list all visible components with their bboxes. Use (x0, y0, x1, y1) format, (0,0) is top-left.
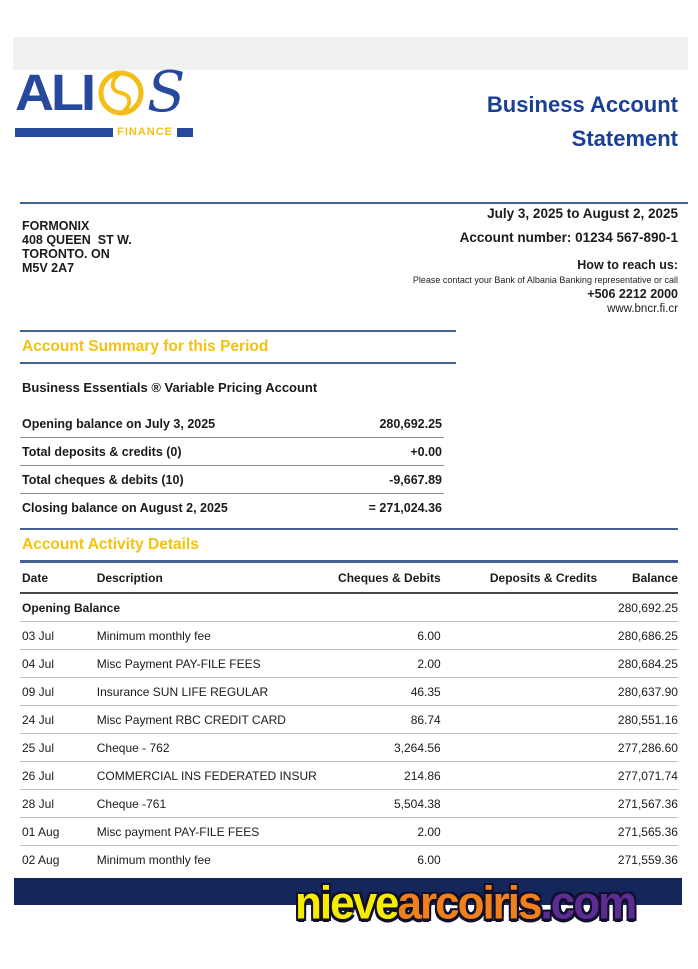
transaction-date: 03 Jul (22, 629, 55, 643)
transaction-date: 24 Jul (22, 713, 55, 727)
logo-text-s: S (147, 60, 186, 125)
recipient-postal: M5V 2A7 (22, 261, 75, 275)
logo-bar-left (15, 128, 113, 137)
contact-website: www.bncr.fi.cr (607, 303, 678, 315)
account-summary-section (20, 330, 456, 521)
transaction-balance: 280,551.16 (617, 713, 678, 727)
statement-meta (413, 206, 678, 315)
transaction-balance: 277,286.60 (617, 741, 678, 755)
transaction-balance: 280,637.90 (617, 685, 678, 699)
transaction-date: 04 Jul (22, 657, 55, 671)
document-title-line2: Statement (571, 126, 678, 151)
summary-heading: Account Summary for this Period (20, 330, 456, 364)
transaction-debit: 86.74 (410, 713, 441, 727)
col-header-date: Date (22, 571, 49, 585)
transaction-description: COMMERCIAL INS FEDERATED INSUR (96, 769, 317, 783)
transaction-balance: 271,567.36 (617, 797, 678, 811)
watermark-part2: arcoiris (397, 877, 541, 930)
recipient-address (22, 219, 132, 275)
logo-globe-icon (96, 68, 146, 118)
activity-heading: Account Activity Details (20, 528, 678, 563)
document-title-line1: Business Account (486, 92, 678, 117)
transaction-description: Minimum monthly fee (96, 629, 211, 643)
transaction-row (20, 762, 678, 790)
transaction-date: 26 Jul (22, 769, 55, 783)
summary-row-debits (20, 466, 444, 494)
transaction-debit: 6.00 (417, 629, 441, 643)
opening-balance-value: 280,692.25 (617, 601, 678, 615)
statement-period: July 3, 2025 to August 2, 2025 (487, 206, 678, 221)
logo-bar-right (177, 128, 193, 137)
transaction-date: 01 Aug (22, 825, 60, 839)
transaction-balance: 277,071.74 (617, 769, 678, 783)
transaction-description: Misc payment PAY-FILE FEES (96, 825, 260, 839)
col-header-description: Description (96, 571, 163, 585)
col-header-debits: Cheques & Debits (338, 571, 441, 585)
logo-finance-label: FINANCE (117, 126, 173, 138)
transaction-debit: 214.86 (404, 769, 441, 783)
summary-row-closing (20, 494, 444, 521)
transaction-debit: 6.00 (417, 853, 441, 867)
transaction-row (20, 818, 678, 846)
transaction-row (20, 622, 678, 650)
transaction-row (20, 846, 678, 873)
transaction-description: Misc Payment PAY-FILE FEES (96, 657, 261, 671)
transaction-date: 02 Aug (22, 853, 60, 867)
summary-value: -9,667.89 (389, 473, 442, 487)
transaction-row (20, 650, 678, 678)
transaction-date: 25 Jul (22, 741, 55, 755)
transaction-balance: 280,684.25 (617, 657, 678, 671)
contact-phone: +506 2212 2000 (587, 287, 678, 301)
watermark (295, 879, 635, 929)
contact-instruction: Please contact your Bank of Albania Banking representative or call (412, 275, 678, 285)
transaction-balance: 271,565.36 (617, 825, 678, 839)
transaction-debit: 46.35 (410, 685, 441, 699)
transaction-row (20, 678, 678, 706)
transaction-debit: 3,264.56 (394, 741, 441, 755)
summary-value: = 271,024.36 (368, 501, 442, 515)
transaction-description: Cheque -761 (96, 797, 167, 811)
summary-label: Closing balance on August 2, 2025 (22, 501, 228, 515)
summary-label: Total deposits & credits (0) (22, 445, 182, 459)
opening-balance-row (20, 594, 678, 622)
summary-value: +0.00 (410, 445, 442, 459)
activity-rows (20, 622, 678, 873)
transaction-description: Insurance SUN LIFE REGULAR (96, 685, 269, 699)
contact-heading: How to reach us: (577, 258, 678, 272)
logo-wordmark (15, 60, 205, 125)
activity-table-header (20, 563, 678, 594)
transaction-description: Misc Payment RBC CREDIT CARD (96, 713, 286, 727)
transaction-date: 28 Jul (22, 797, 55, 811)
transaction-debit: 2.00 (417, 825, 441, 839)
summary-value: 280,692.25 (379, 417, 442, 431)
transaction-date: 09 Jul (22, 685, 55, 699)
watermark-part1: nieve (295, 877, 398, 930)
opening-balance-label: Opening Balance (22, 601, 121, 615)
product-name: Business Essentials ® Variable Pricing Account (22, 380, 318, 395)
transaction-balance: 271,559.36 (617, 853, 678, 867)
header-divider (20, 202, 688, 204)
transaction-description: Minimum monthly fee (96, 853, 211, 867)
summary-label: Opening balance on July 3, 2025 (22, 417, 216, 431)
col-header-credits: Deposits & Credits (489, 571, 598, 585)
transaction-row (20, 790, 678, 818)
recipient-name: FORMONIX (22, 219, 90, 233)
alios-finance-logo (15, 60, 205, 138)
recipient-city: TORONTO. ON (22, 247, 110, 261)
transaction-description: Cheque - 762 (96, 741, 170, 755)
transaction-row (20, 706, 678, 734)
transaction-debit: 2.00 (417, 657, 441, 671)
summary-rows (20, 410, 444, 521)
account-number: Account number: 01234 567-890-1 (459, 230, 678, 245)
col-header-balance: Balance (631, 571, 678, 585)
watermark-part3: .com (540, 877, 636, 930)
summary-row-deposits (20, 438, 444, 466)
document-title (487, 88, 678, 156)
logo-text-ali: ALI (15, 64, 93, 122)
logo-finance-bar (15, 126, 193, 138)
transaction-debit: 5,504.38 (394, 797, 441, 811)
summary-row-opening (20, 410, 444, 438)
transaction-row (20, 734, 678, 762)
transaction-balance: 280,686.25 (617, 629, 678, 643)
recipient-street: 408 QUEEN ST W. (22, 233, 132, 247)
summary-label: Total cheques & debits (10) (22, 473, 184, 487)
account-activity-section (20, 528, 678, 873)
